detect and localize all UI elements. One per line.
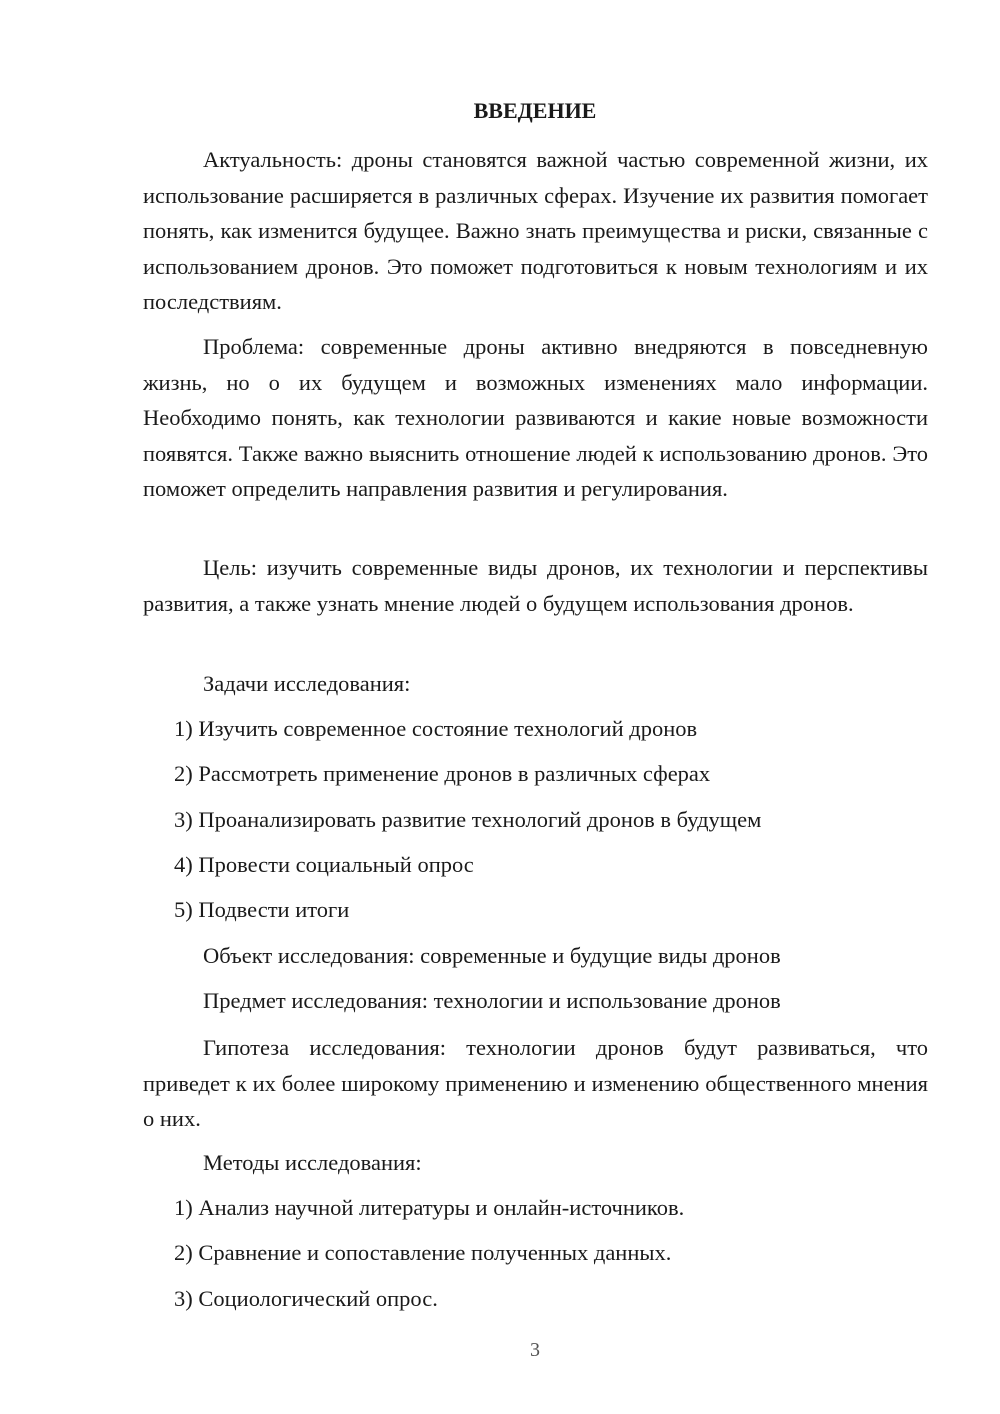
method-item: 1) Анализ научной литературы и онлайн-источников. (174, 1195, 685, 1220)
goal-paragraph: Цель: изучить современные виды дронов, их технологии и перспективы развития, а также узнать мнение людей о будущем использования дронов. (143, 555, 928, 616)
task-item: 1) Изучить современное состояние технологий дронов (174, 716, 698, 741)
page-number: 3 (530, 1339, 540, 1361)
research-subject: Предмет исследования: технологии и использование дронов (203, 988, 781, 1013)
hypothesis-paragraph: Гипотеза исследования: технологии дронов будут развиваться, что приведет к их более широкому применению и изменению общественного мнения о них. (143, 1035, 928, 1131)
problem-paragraph: Проблема: современные дроны активно внедряются в повседневную жизнь, но о их будущем и возможных изменениях мало информации. Необходимо понять, как технологии развиваются и какие новые возможности появятся. Также важно выяснить отношение людей к использованию дронов. Это поможет определить направления развития и регулирования. (143, 334, 928, 501)
method-item: 2) Сравнение и сопоставление полученных данных. (174, 1240, 672, 1265)
relevance-paragraph: Актуальность: дроны становятся важной частью современной жизни, их использование расширяется в различных сферах. Изучение их развития помогает понять, как изменится будущее. Важно знать преимущества и риски, связанные с использованием дронов. Это поможет подготовиться к новым технологиям и их последствиям. (143, 147, 928, 314)
research-object: Объект исследования: современные и будущие виды дронов (203, 943, 781, 968)
task-item: 3) Проанализировать развитие технологий дронов в будущем (174, 807, 762, 832)
method-item: 3) Социологический опрос. (174, 1286, 438, 1311)
task-item: 4) Провести социальный опрос (174, 852, 474, 877)
task-item: 5) Подвести итоги (174, 897, 350, 922)
task-item: 2) Рассмотреть применение дронов в различных сферах (174, 761, 711, 786)
tasks-heading: Задачи исследования: (203, 671, 411, 696)
methods-heading: Методы исследования: (203, 1150, 422, 1175)
page-title: ВВЕДЕНИЕ (473, 98, 597, 123)
